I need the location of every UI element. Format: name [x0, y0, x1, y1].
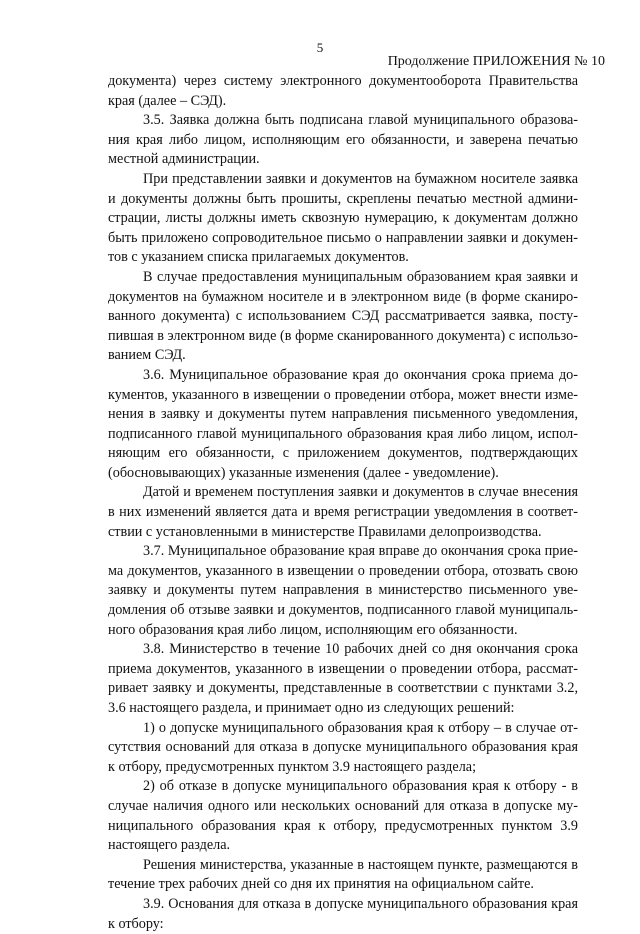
- text-line: быть приложено сопроводительное письмо о направлении заявки и докумен-: [108, 229, 578, 246]
- text-line: к отбору:: [108, 915, 164, 932]
- text-line: 3.8. Министерство в течение 10 рабочих дней со дня окончания срока: [143, 641, 578, 658]
- paragraph: [108, 895, 578, 934]
- text-line: 2) об отказе в допуске муниципального образования края к отбору - в: [143, 778, 578, 795]
- text-line: приема документов, указанного в извещении о проведении отбора, рассмат-: [108, 660, 578, 677]
- page-number: 5: [316, 40, 324, 55]
- paragraph: [108, 170, 578, 268]
- text-line: ниципального образования края к отбору, предусмотренных пунктом 3.9: [108, 817, 578, 834]
- text-line: страции, листы должны иметь сквозную нумерацию, к документам должно: [108, 210, 578, 227]
- text-line: ного образования края либо лицом, исполняющим его обязанности.: [108, 621, 518, 638]
- paragraph: [108, 483, 578, 542]
- paragraph: [108, 72, 578, 111]
- text-line: Решения министерства, указанные в настоящем пункте, размещаются в: [143, 856, 578, 873]
- text-line: ванием СЭД.: [108, 347, 186, 364]
- text-line: и документы должны быть прошиты, скреплены печатью местной админи-: [108, 190, 578, 207]
- paragraph: [108, 719, 578, 778]
- text-line: (обосновывающих) указанные изменения (далее - уведомление).: [108, 464, 499, 481]
- text-line: Датой и временем поступления заявки и документов в случае внесения: [143, 484, 578, 501]
- paragraph: [108, 366, 578, 484]
- paragraph: [108, 111, 578, 170]
- text-line: края (далее – СЭД).: [108, 92, 227, 109]
- text-line: При представлении заявки и документов на бумажном носителе заявка: [143, 170, 578, 187]
- paragraph: [108, 542, 578, 640]
- appendix-header: Продолжение ПРИЛОЖЕНИЯ № 10: [387, 54, 605, 69]
- text-line: кументов, указанного в извещении о проведении отбора, может внести изме-: [108, 386, 578, 403]
- text-line: 3.5. Заявка должна быть подписана главой муниципального образова-: [143, 112, 578, 129]
- text-line: пившая в электронном виде (в форме сканированного документа) с использо-: [108, 327, 578, 344]
- text-line: подписанного главой муниципального образования края либо лицом, испол-: [108, 425, 578, 442]
- text-line: ния края либо лицом, исполняющим его обязанности, и заверена печатью: [108, 131, 578, 148]
- text-line: В случае предоставления муниципальным образованием края заявки и: [143, 268, 578, 285]
- text-line: документов на бумажном носителе и в электронном виде (в форме сканиро-: [108, 288, 578, 305]
- document-body: [108, 72, 578, 934]
- paragraph: [108, 268, 578, 366]
- text-line: документа) через систему электронного документооборота Правительства: [108, 73, 578, 89]
- paragraph: [108, 640, 578, 718]
- text-line: к отбору, предусмотренных пунктом 3.9 настоящего раздела;: [108, 758, 477, 775]
- paragraph: [108, 856, 578, 895]
- text-line: 3.9. Основания для отказа в допуске муниципального образования края: [143, 895, 578, 912]
- text-line: случае наличия одного или нескольких оснований для отказа в допуске му-: [108, 797, 578, 814]
- text-line: 3.7. Муниципальное образование края вправе до окончания срока прие-: [143, 543, 578, 560]
- text-line: ривает заявку и документы, представленные в соответствии с пунктами 3.2,: [108, 680, 578, 697]
- text-line: местной администрации.: [108, 151, 260, 168]
- text-line: няющим его обязанности, с приложением документов, подтверждающих: [108, 445, 578, 462]
- text-line: домления об отзыве заявки и документов, подписанного главой муниципаль-: [108, 602, 578, 619]
- text-line: тов с указанием списка прилагаемых документов.: [108, 249, 409, 266]
- text-line: ствии с установленными в министерстве Правилами делопроизводства.: [108, 523, 542, 540]
- text-line: ванного документа) с использованием СЭД рассматривается заявка, посту-: [108, 308, 578, 325]
- text-line: 3.6. Муниципальное образование края до окончания срока приема до-: [143, 366, 578, 383]
- paragraph: [108, 777, 578, 855]
- text-line: ма документов, указанного в извещении о проведении отбора, отозвать свою: [108, 562, 578, 579]
- text-line: нения в заявку и документы путем направления письменного уведомления,: [108, 406, 578, 423]
- text-line: настоящего раздела.: [108, 837, 231, 854]
- text-line: 3.6 настоящего раздела, и принимает одно из следующих решений:: [108, 700, 515, 716]
- text-line: заявку и документы путем направления в министерство письменного уве-: [108, 582, 578, 599]
- text-line: течение трех рабочих дней со дня их принятия на официальном сайте.: [108, 876, 534, 893]
- text-line: 1) о допуске муниципального образования края к отбору – в случае от-: [143, 719, 578, 736]
- text-line: сутствия оснований для отказа в допуске муниципального образования края: [108, 739, 578, 756]
- text-line: в них изменений является дата и время регистрации уведомления в соответ-: [108, 504, 578, 521]
